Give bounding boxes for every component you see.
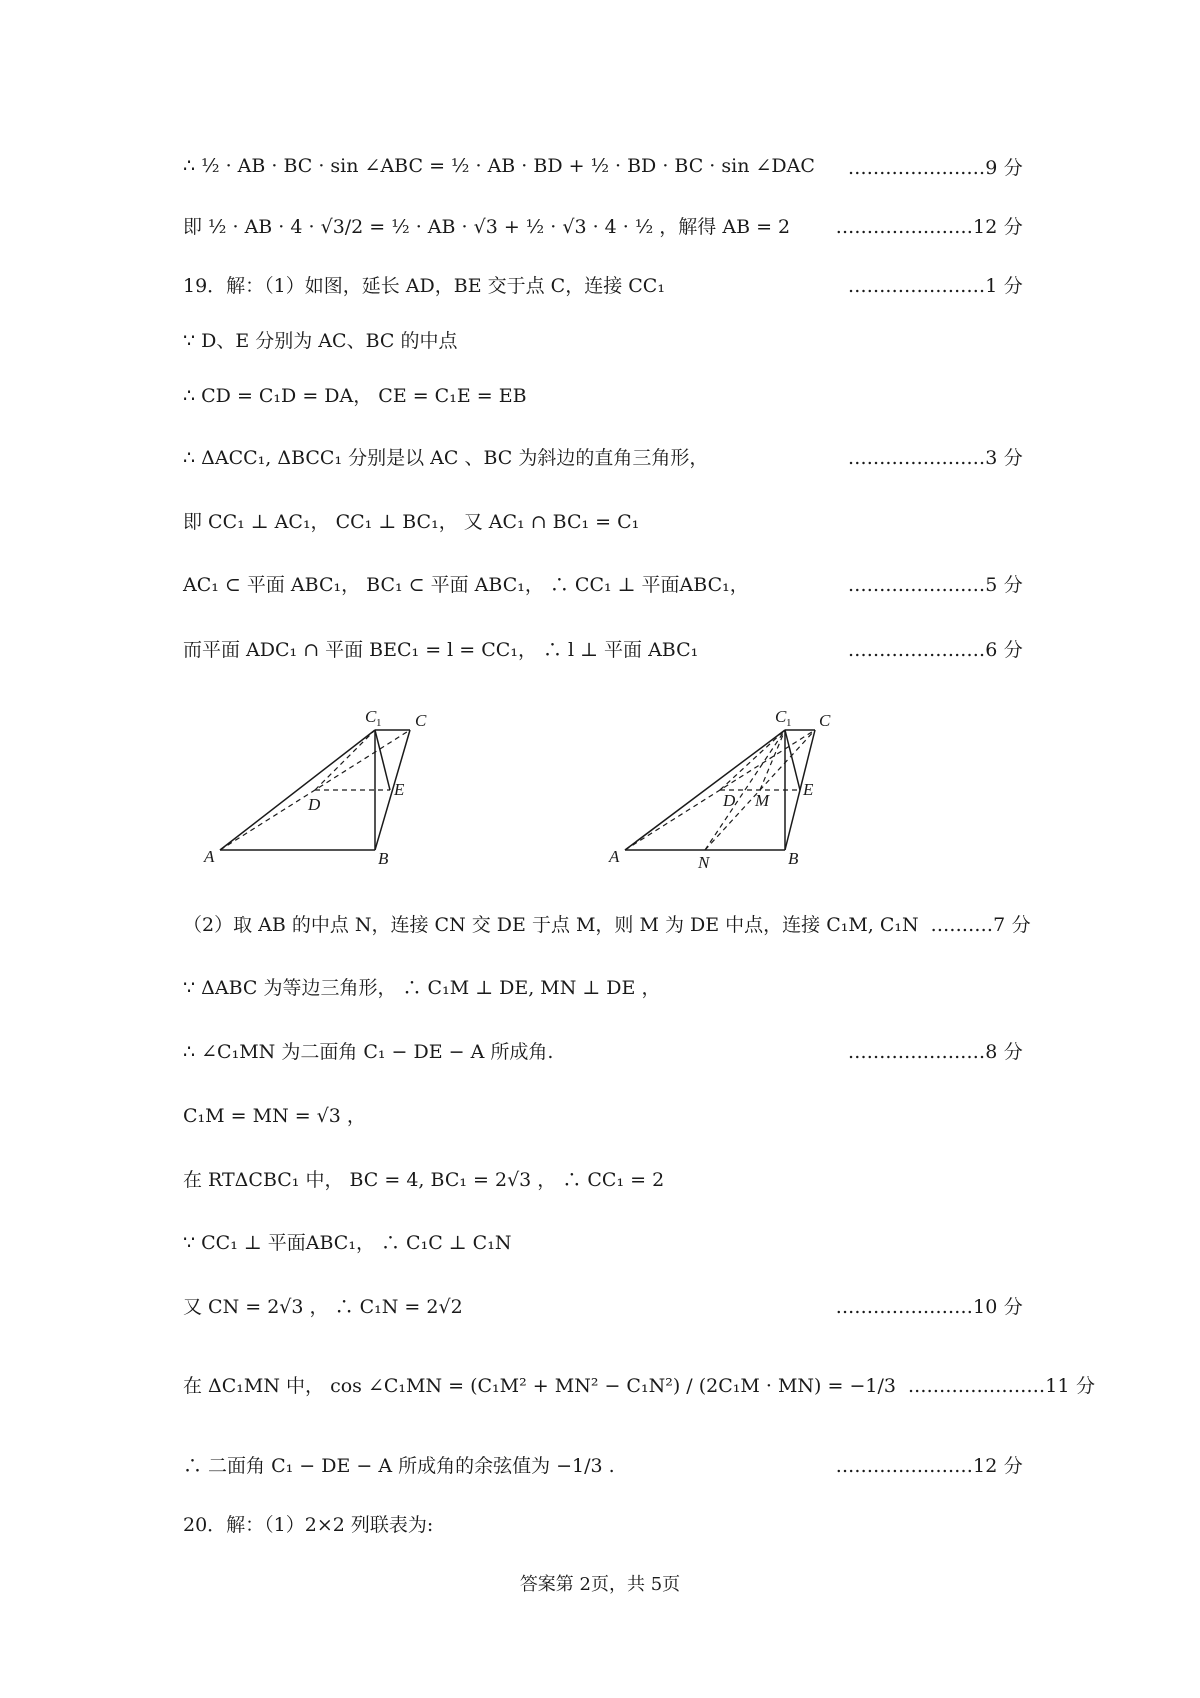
label-a: A [204, 847, 215, 866]
line-text: AC₁ ⊂ 平面 ABC₁， BC₁ ⊂ 平面 ABC₁， ∴ CC₁ ⊥ 平面ABC₁， [183, 573, 749, 596]
label-c: C [819, 711, 831, 730]
score-marker: ......................6 分 [848, 638, 1023, 661]
geometry-figure-right [595, 700, 875, 870]
line-text: 在 RTΔCBC₁ 中， BC = 4, BC₁ = 2√3 ， ∴ CC₁ = 2 [183, 1168, 665, 1191]
label-c: C [415, 711, 427, 730]
figure-left [190, 700, 470, 870]
label-d: D [308, 795, 321, 814]
line-text: 19．解：（1）如图，延长 AD，BE 交于点 C，连接 CC₁ [183, 274, 665, 297]
label-e: E [803, 780, 814, 799]
text-line-11 [183, 968, 1023, 1004]
score-marker: ..........7 分 [930, 913, 1031, 936]
text-line-14 [183, 1160, 1023, 1196]
score-marker: ......................11 分 [907, 1374, 1096, 1397]
label-e: E [394, 780, 405, 799]
label-a: A [609, 847, 620, 866]
label-b: B [788, 849, 799, 868]
score-marker: ......................5 分 [848, 573, 1023, 596]
text-line-4 [183, 321, 1023, 357]
text-line-18 [183, 1446, 1023, 1482]
geometry-figure-left [190, 700, 470, 870]
label-n: N [698, 853, 710, 872]
line-text: 即 ½ · AB · 4 · √3/2 = ½ · AB · √3 + ½ · √3 · 4 · ½ ，解得 AB = 2 [183, 215, 791, 238]
line-text: ∴ ΔACC₁, ΔBCC₁ 分别是以 AC 、BC 为斜边的直角三角形， [183, 446, 709, 469]
figure-right [595, 700, 875, 870]
text-line-6 [183, 438, 1023, 474]
label-b: B [378, 849, 389, 868]
label-d: D [723, 791, 736, 810]
page-footer: 答案第 2页，共 5页 [519, 1574, 681, 1595]
line-text: ∵ D、E 分别为 AC、BC 的中点 [183, 329, 458, 352]
line-text: ∴ CD = C₁D = DA， CE = C₁E = EB [183, 384, 527, 407]
line-text: （2）取 AB 的中点 N，连接 CN 交 DE 于点 M，则 M 为 DE 中点，连接 C₁M, C₁N [183, 913, 919, 936]
line-text: 而平面 ADC₁ ∩ 平面 BEC₁ = l = CC₁， ∴ l ⊥ 平面 ABC₁ [183, 638, 699, 661]
label-c1-sub: 1 [786, 717, 792, 729]
text-line-15 [183, 1223, 1023, 1259]
line-text: ∴ ∠C₁MN 为二面角 C₁ − DE − A 所成角. [183, 1040, 554, 1063]
score-marker: ......................10 分 [835, 1295, 1023, 1318]
text-line-1 [183, 148, 1023, 184]
score-marker: ......................12 分 [835, 1454, 1023, 1477]
line-text: ∵ CC₁ ⊥ 平面ABC₁， ∴ C₁C ⊥ C₁N [183, 1231, 512, 1254]
text-line-2 [183, 207, 1023, 243]
text-line-16 [183, 1287, 1023, 1323]
score-marker: ......................8 分 [848, 1040, 1023, 1063]
text-line-17 [183, 1366, 1096, 1402]
text-line-8 [183, 565, 1023, 601]
text-line-13 [183, 1096, 1023, 1132]
line-text: 20．解：（1）2×2 列联表为: [183, 1513, 434, 1536]
label-c1: C [775, 707, 787, 726]
score-marker: ......................12 分 [835, 215, 1023, 238]
score-marker: ......................9 分 [848, 156, 1023, 179]
text-line-12 [183, 1032, 1023, 1068]
label-m: M [755, 791, 770, 810]
text-line-3 [183, 266, 1023, 302]
line-text: ∴ 二面角 C₁ − DE − A 所成角的余弦值为 −1/3 . [183, 1454, 615, 1477]
text-line-5 [183, 376, 1023, 412]
score-marker: ......................3 分 [848, 446, 1023, 469]
line-text: C₁M = MN = √3 ， [183, 1104, 366, 1127]
text-line-7 [183, 502, 1023, 538]
line-text: 又 CN = 2√3 ， ∴ C₁N = 2√2 [183, 1295, 463, 1318]
text-line-10 [183, 905, 1031, 941]
text-line-9 [183, 630, 1023, 666]
line-text: ∴ ½ · AB · BC · sin ∠ABC = ½ · AB · BD + ½ · BD · BC · sin ∠DAC [183, 155, 815, 177]
line-text: 在 ΔC₁MN 中， cos ∠C₁MN = (C₁M² + MN² − C₁N²) / (2C₁M · MN) = −1/3 [183, 1374, 896, 1397]
line-text: ∵ ΔABC 为等边三角形， ∴ C₁M ⊥ DE, MN ⊥ DE ， [183, 976, 661, 999]
label-c1-sub: 1 [376, 717, 382, 729]
score-marker: ......................1 分 [848, 274, 1023, 297]
label-c1: C [365, 707, 377, 726]
text-line-19 [183, 1505, 1023, 1541]
line-text: 即 CC₁ ⊥ AC₁， CC₁ ⊥ BC₁， 又 AC₁ ∩ BC₁ = C₁ [183, 510, 640, 533]
